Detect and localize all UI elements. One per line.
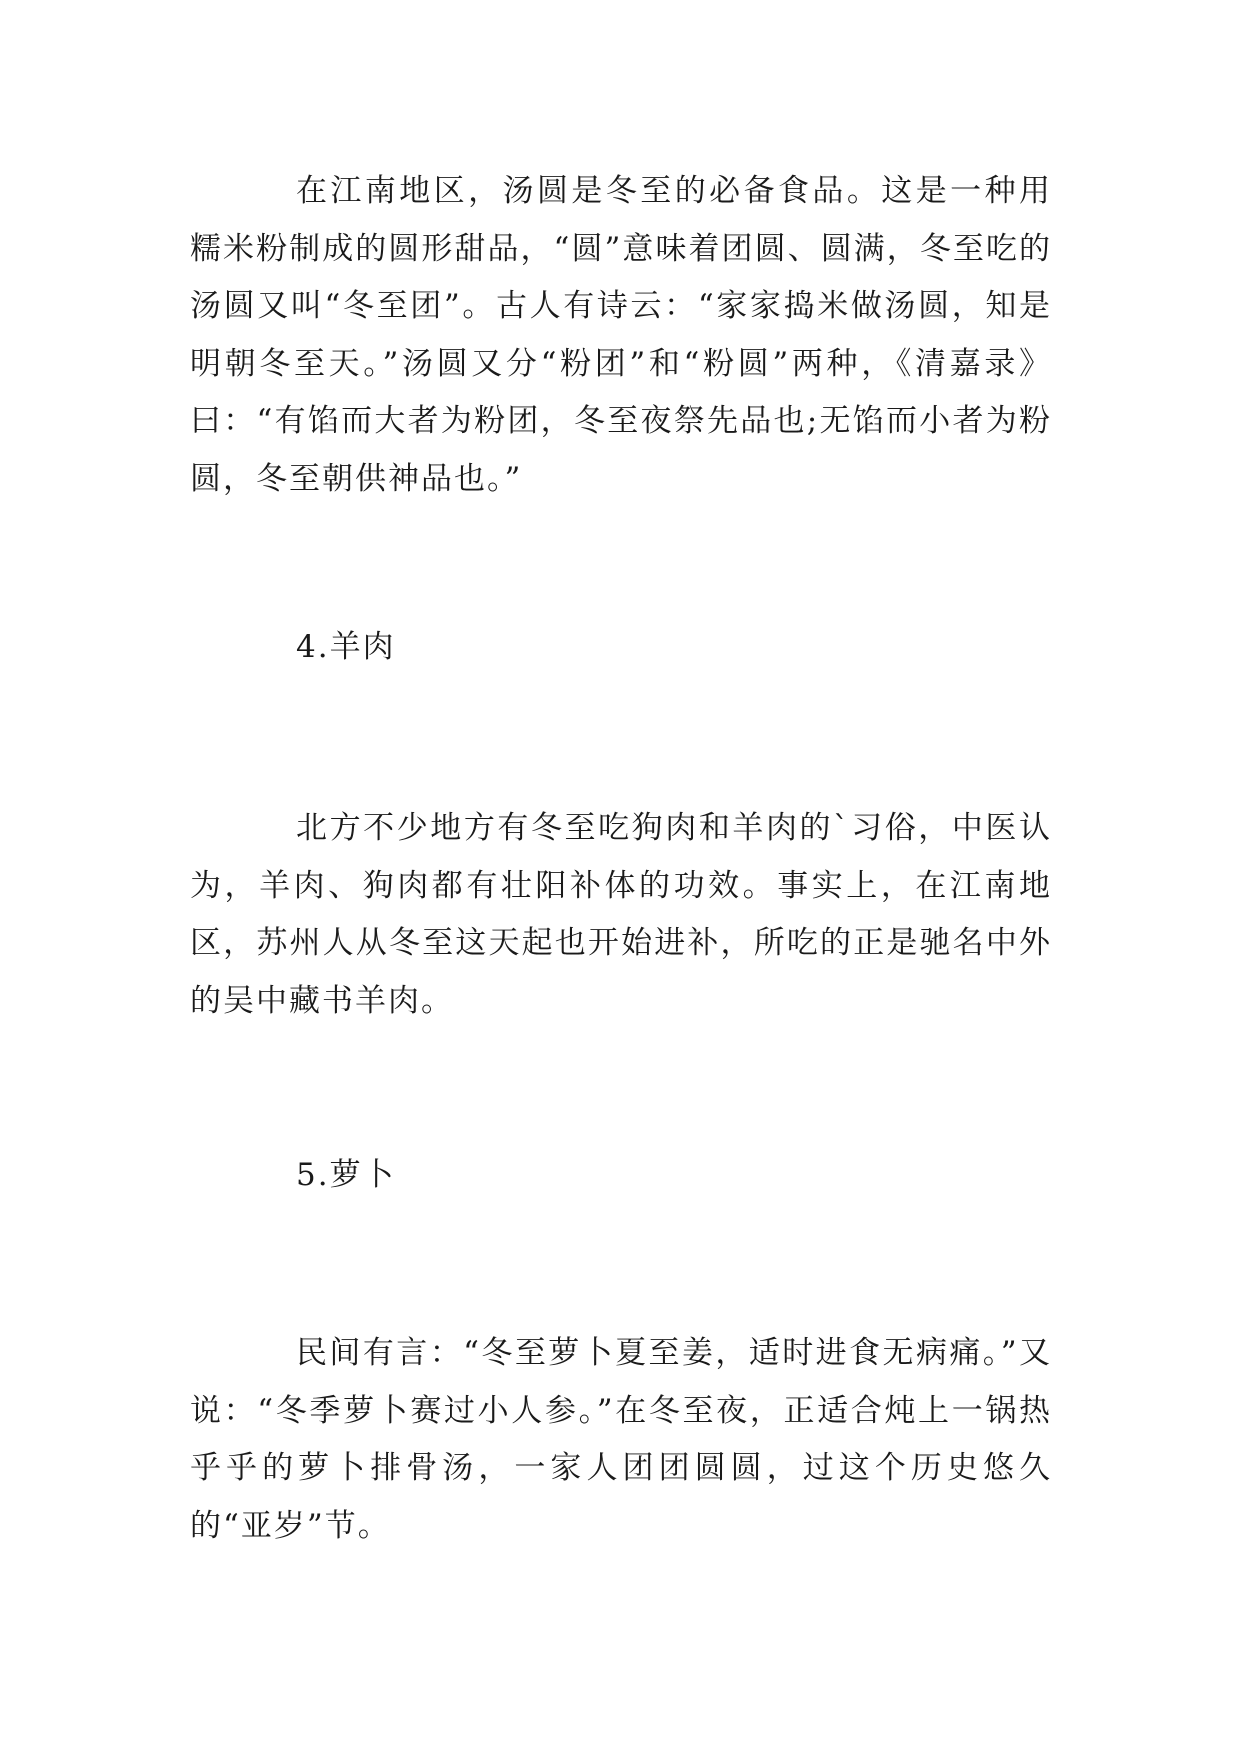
section-heading-mutton: 4.羊肉: [296, 629, 396, 665]
section-heading-radish: 5.萝卜: [296, 1157, 396, 1193]
paragraph-text: 北方不少地方有冬至吃狗肉和羊肉的`习俗，中医认为，羊肉、狗肉都有壮阳补体的功效。事实上，在江南地区，苏州人从冬至这天起也开始进补，所吃的正是驰名中外的吴中藏书羊肉。: [190, 810, 1052, 1019]
paragraph-text: 在江南地区，汤圆是冬至的必备食品。这是一种用糯米粉制成的圆形甜品，“圆”意味着团圆、圆满，冬至吃的汤圆又叫“冬至团”。古人有诗云：“家家捣米做汤圆，知是明朝冬至天。”汤圆又分“粉团”和“粉圆”两种，《清嘉录》曰：“有馅而大者为粉团，冬至夜祭先品也;无馅而小者为粉圆，冬至朝供神品也。”: [190, 173, 1052, 497]
paragraph-mutton: [190, 800, 1052, 1030]
paragraph-radish: [190, 1325, 1052, 1555]
paragraph-tangyuan: [190, 163, 1052, 508]
paragraph-text: 民间有言：“冬至萝卜夏至姜，适时进食无病痛。”又说：“冬季萝卜赛过小人参。”在冬至夜，正适合炖上一锅热乎乎的萝卜排骨汤，一家人团团圆圆，过这个历史悠久的“亚岁”节。: [190, 1335, 1052, 1544]
